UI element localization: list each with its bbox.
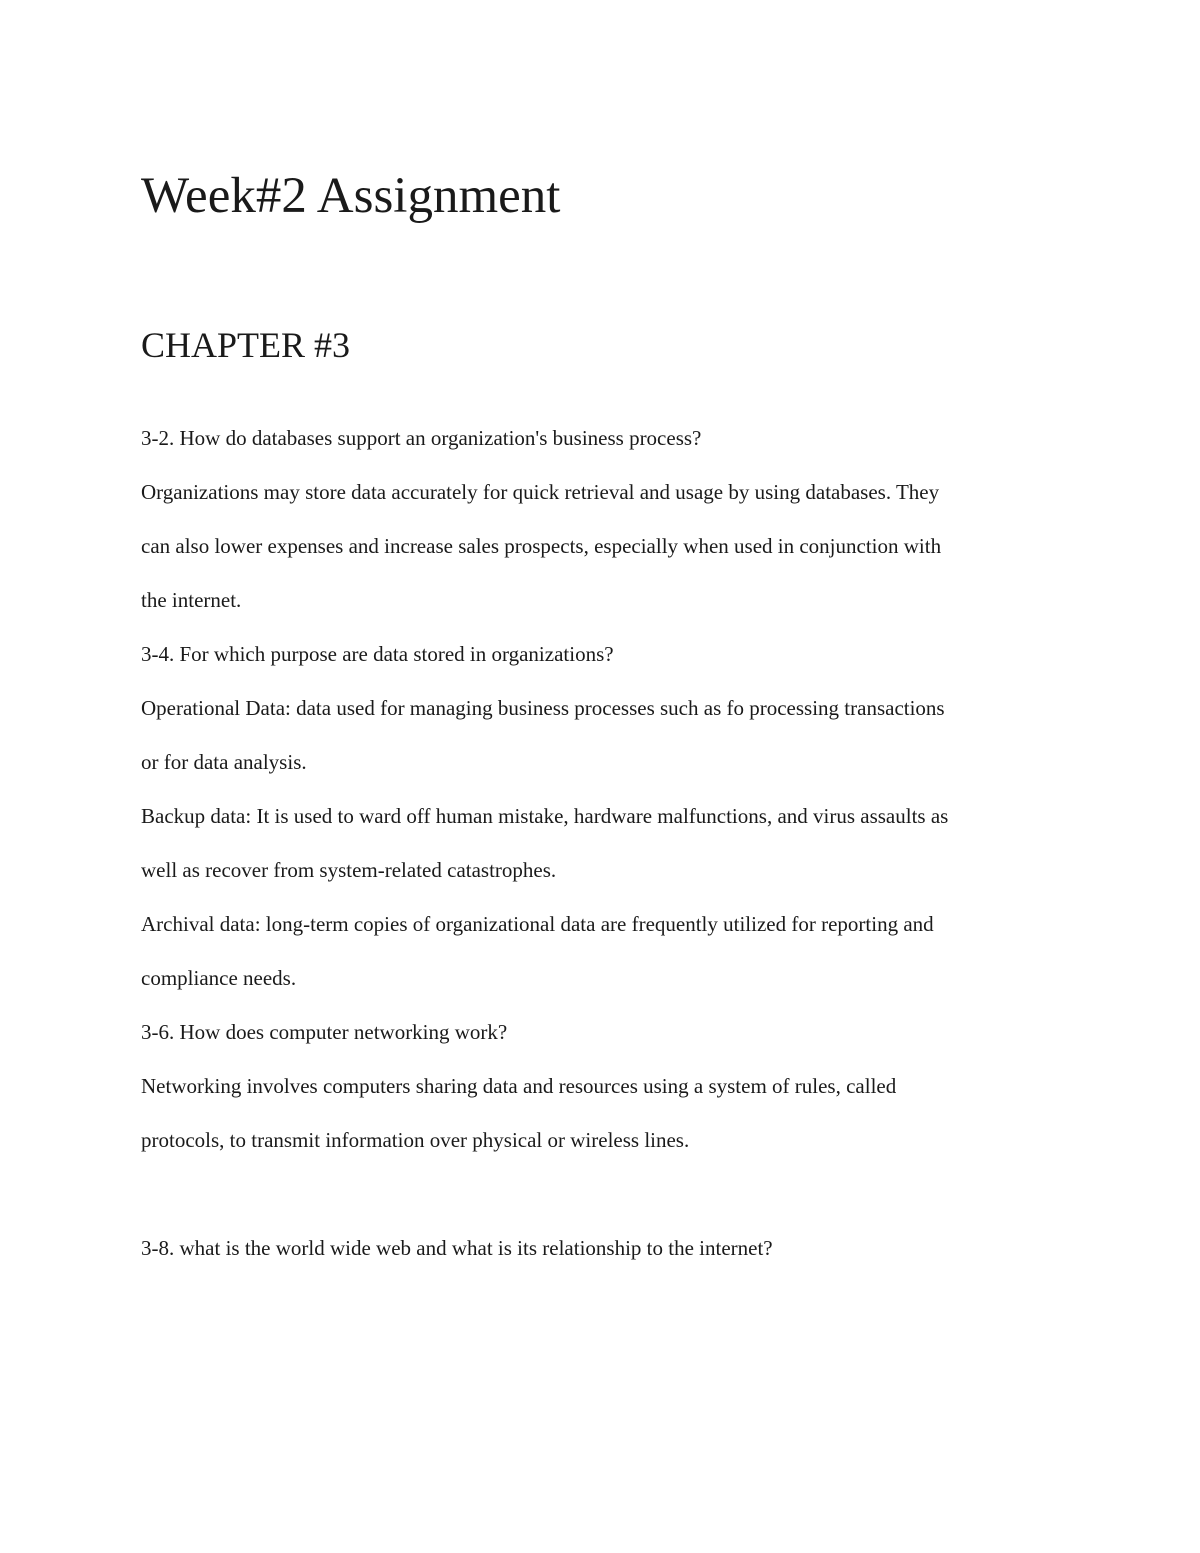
answer-3-4-operational-line-1: Operational Data: data used for managing business processes such as fo processing transactions bbox=[141, 696, 945, 720]
question-3-6: 3-6. How does computer networking work? bbox=[141, 1020, 508, 1044]
answer-3-4-backup-line-2: well as recover from system-related catastrophes. bbox=[141, 858, 557, 882]
answer-3-4-archival-line-2: compliance needs. bbox=[141, 966, 297, 990]
document-title: Week#2 Assignment bbox=[141, 168, 561, 224]
chapter-heading: CHAPTER #3 bbox=[141, 325, 351, 365]
answer-3-2-line-3: the internet. bbox=[141, 588, 242, 612]
answer-3-4-backup-line-1: Backup data: It is used to ward off human mistake, hardware malfunctions, and virus assaults as bbox=[141, 804, 949, 828]
answer-3-2-line-2: can also lower expenses and increase sales prospects, especially when used in conjunction with bbox=[141, 534, 942, 558]
answer-3-4-operational-line-2: or for data analysis. bbox=[141, 750, 307, 774]
question-3-4: 3-4. For which purpose are data stored in organizations? bbox=[141, 642, 614, 666]
answer-3-6-line-2: protocols, to transmit information over physical or wireless lines. bbox=[141, 1128, 690, 1152]
answer-3-6-line-1: Networking involves computers sharing data and resources using a system of rules, called bbox=[141, 1074, 897, 1098]
question-3-8: 3-8. what is the world wide web and what is its relationship to the internet? bbox=[141, 1236, 773, 1260]
question-3-2: 3-2. How do databases support an organization's business process? bbox=[141, 426, 702, 450]
answer-3-4-archival-line-1: Archival data: long-term copies of organizational data are frequently utilized for reporting and bbox=[141, 912, 934, 936]
answer-3-2-line-1: Organizations may store data accurately for quick retrieval and usage by using databases. They bbox=[141, 480, 940, 504]
